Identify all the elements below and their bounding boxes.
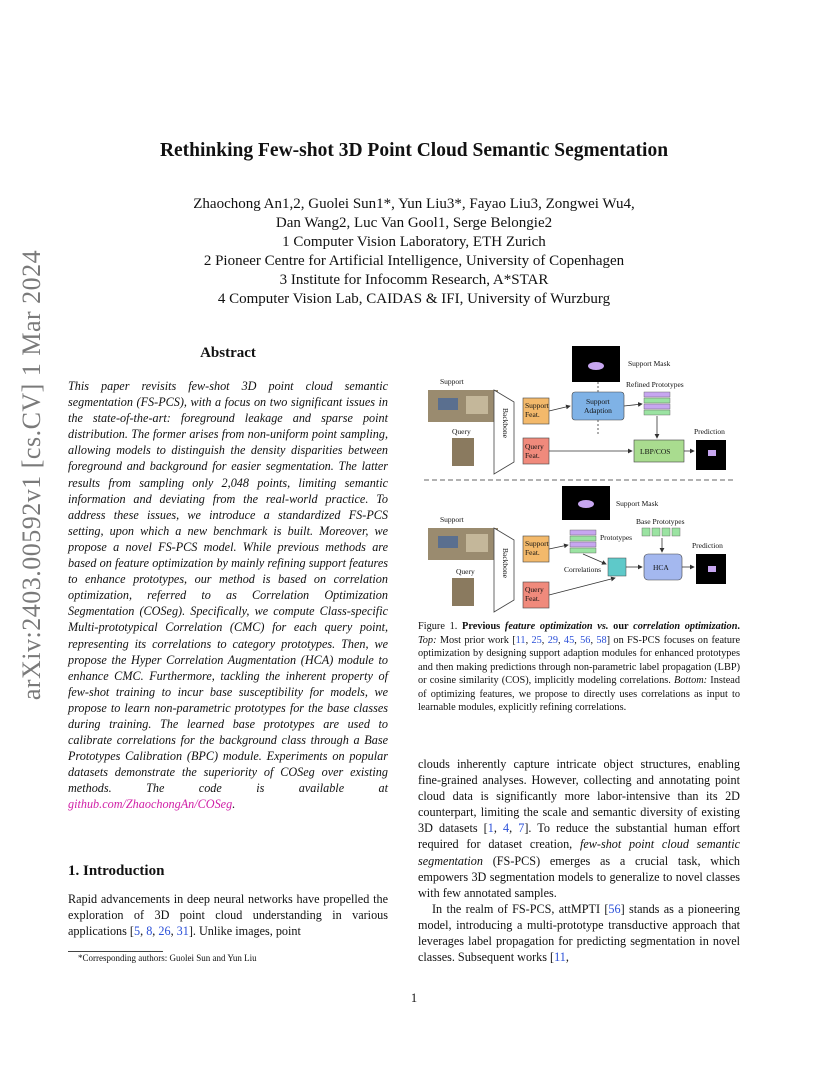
label-base-prototypes: Base Prototypes [636,517,685,526]
svg-text:Adaption: Adaption [584,406,612,415]
page-number: 1 [410,991,418,1005]
right-column-text [418,756,740,965]
paragraph: In the realm of FS-PCS, attMPTI [56] stands as a pioneering model, introducing a multi-prototype transductive approach that leverages label propagation for predicting segmentation in novel classes. Subsequent works [11, [418,901,740,965]
label-correlations: Correlations [564,565,602,574]
author-block [0,195,828,309]
label-backbone: Backbone [501,408,510,438]
citation-link[interactable]: 26 [158,924,171,939]
mask-highlight [588,362,604,370]
label-prediction-top: Prediction [694,427,725,436]
citation-link[interactable]: 11 [515,634,526,646]
figure-1 [410,340,750,618]
paper-title: Rethinking Few-shot 3D Point Cloud Semantic Segmentation [159,140,669,161]
footnote: *Corresponding authors: Guolei Sun and Yun Liu [78,953,257,963]
svg-text:Feat.: Feat. [525,451,540,460]
arxiv-identifier: arXiv:2403.00592v1 [cs.CV] 1 Mar 2024 [17,249,46,701]
svg-text:Query: Query [525,585,544,594]
citation-link[interactable]: 11 [554,950,566,965]
svg-text:Feat.: Feat. [525,594,540,603]
citation-link[interactable]: 7 [518,821,525,836]
abstract-text: This paper revisits few-shot 3D point cloud semantic segmentation (FS-PCS), with a focus on two significant issues in the state-of-the-art: foreground leakage and sparse point distribution. The former arises from non-uniform point sampling, allowing models to distinguish the density disparities between foreground and background for easier segmentation. The latter results from sampling only 2,048 points, limiting semantic information and deviating from the real-world practice. To address these issues, we introduce a standardized FS-PCS setting, upon which a new benchmark is built. Moreover, we propose a novel FS-PCS model. While previous methods are based on feature optimization by mainly refining support features to enhance prototypes, our method is based on correlation optimization, referred to as Correlation Optimization Segmentation (COSeg). Specifically, we compute Class-specific Multi-prototypical Correlation (CMC) for each query point, representing its correlations to category prototypes. Then, we propose the Hyper Correlation Augmentation (HCA) module to enhance CMC. Furthermore, tackling the inherent property of few-shot training to incur base susceptibility for models, we propose to learn non-parametric prototypes for the base classes during training. The learned base prototypes are used to calibrate correlations for the background class through a Base Prototypes Calibration (BPC) module. Experiments on popular datasets demonstrate the superiority of COSeg over existing methods. The code is available at [68,379,388,796]
label-support-adaption: Support [586,397,610,406]
abstract-heading: Abstract [200,345,256,361]
footnote-divider [68,951,163,952]
arxiv-sidebar [8,249,56,701]
citation-link[interactable]: 56 [608,901,621,916]
citation-link[interactable]: 58 [596,634,607,646]
label-prototypes: Prototypes [600,533,633,542]
affiliation-4: 4 Computer Vision Lab, CAIDAS & IFI, University of Wurzburg [217,291,611,307]
label-refined-prototypes: Refined Prototypes [626,380,684,389]
citation-link[interactable]: 1 [487,821,494,836]
citation-link[interactable]: 8 [146,924,153,939]
introduction-heading: 1. Introduction [68,863,165,879]
citation-link[interactable]: 29 [547,634,558,646]
citation-link[interactable]: 4 [502,821,510,836]
introduction-body: Rapid advancements in deep neural networks have propelled the exploration of 3D point cloud understanding in various applications [5, 8, 26, 31]. Unlike images, point [68,892,388,939]
code-link[interactable]: github.com/ZhaochongAn/COSeg [68,797,233,812]
figure-caption: Figure 1. Previous feature optimization vs. our correlation optimization. Top: Most prior work [11, 25, 29, 45, 56, 58] on FS-PCS focuses on feature optimization by designing support adaption modules for enhanced prototypes and then making predictions through non-parametric label propagation (LBP) or cosine similarity (COS), implicitly modeling correlations. Bottom: Instead of optimizing features, we propose to directly uses correlations as input to learnable modules, explicitly refining correlations. [418,621,741,713]
query-image [452,438,474,466]
label-support-feat: Support [525,401,549,410]
abstract-body: This paper revisits few-shot 3D point cloud semantic segmentation (FS-PCS), with a focus on two significant issues in the state-of-the-art: foreground leakage and sparse point distribution. The former arises from non-uniform point sampling, allowing models to distinguish the density disparities between foreground and background for easier segmentation. The latter results from sampling only 2,048 points, limiting semantic information and deviating from the real-world practice. To address these issues, we introduce a standardized FS-PCS setting, upon which a new benchmark is built. Moreover, we propose a novel FS-PCS model. While previous methods are based on feature optimization by mainly refining support features to enhance prototypes, our method is based on correlation optimization, referred to as Correlation Optimization Segmentation (COSeg). Specifically, we compute Class-specific Multi-prototypical Correlation (CMC) for each query point, representing its correlations to category prototypes. Then, we propose the Hyper Correlation Augmentation (HCA) module to enhance CMC. Furthermore, tackling the inherent property of few-shot training to incur base susceptibility for models, we propose to learn non-parametric prototypes for the base classes during training. The learned base prototypes are used to calibrate correlations for the background class through a Base Prototypes Calibration (BPC) module. Experiments on popular datasets demonstrate the superiority of COSeg over existing methods. The code is available at github.com/ZhaochongAn/COSeg. [68,379,388,812]
label-prediction-bottom: Prediction [692,541,723,550]
label-lbp-cos: LBP/COS [640,447,671,456]
paragraph: clouds inherently capture intricate object structures, enabling fine-grained analyses. However, collecting and annotating point cloud data is significantly more labor-intensive than its 2D counterpart, limiting the scale and semantic diversity of existing 3D datasets [1, 4, 7]. To reduce the substantial human effort required for dataset creation, few-shot point cloud semantic segmentation (FS-PCS) emerges as a crucial task, which empowers 3D segmentation models to generalize to novel classes with few annotated samples. [418,757,740,900]
label-support-mask: Support Mask [628,359,671,368]
label-support-bottom: Support [440,515,464,524]
affiliation-2: 2 Pioneer Centre for Artificial Intelligence, University of Copenhagen [203,253,625,269]
citation-link[interactable]: 56 [580,634,591,646]
citation-link[interactable]: 25 [531,634,542,646]
figure-diagram [410,340,750,618]
affiliation-1: 1 Computer Vision Laboratory, ETH Zurich [282,234,546,250]
label-support-mask-bottom: Support Mask [616,499,659,508]
label-query: Query [452,427,471,436]
svg-text:Feat.: Feat. [525,548,540,557]
label-query-bottom: Query [456,567,475,576]
correlation-cube [608,558,626,576]
query-image-bottom [452,578,474,606]
citation-link[interactable]: 45 [563,634,575,646]
svg-text:Support: Support [525,539,549,548]
authors-line-2: Dan Wang2, Luc Van Gool1, Serge Belongie2 [275,215,553,231]
label-hca: HCA [653,563,669,572]
authors-line-1: Zhaochong An1,2, Guolei Sun1*, Yun Liu3*, Fayao Liu3, Zongwei Wu4, [193,196,635,212]
citation-link[interactable]: 5 [134,924,141,939]
citation-link[interactable]: 31 [176,924,189,939]
affiliation-3: 3 Institute for Infocomm Research, A*STAR [279,272,549,288]
label-support: Support [440,377,464,386]
label-backbone-bottom: Backbone [501,548,510,578]
label-query-feat: Query [525,442,544,451]
svg-text:Feat.: Feat. [525,410,540,419]
